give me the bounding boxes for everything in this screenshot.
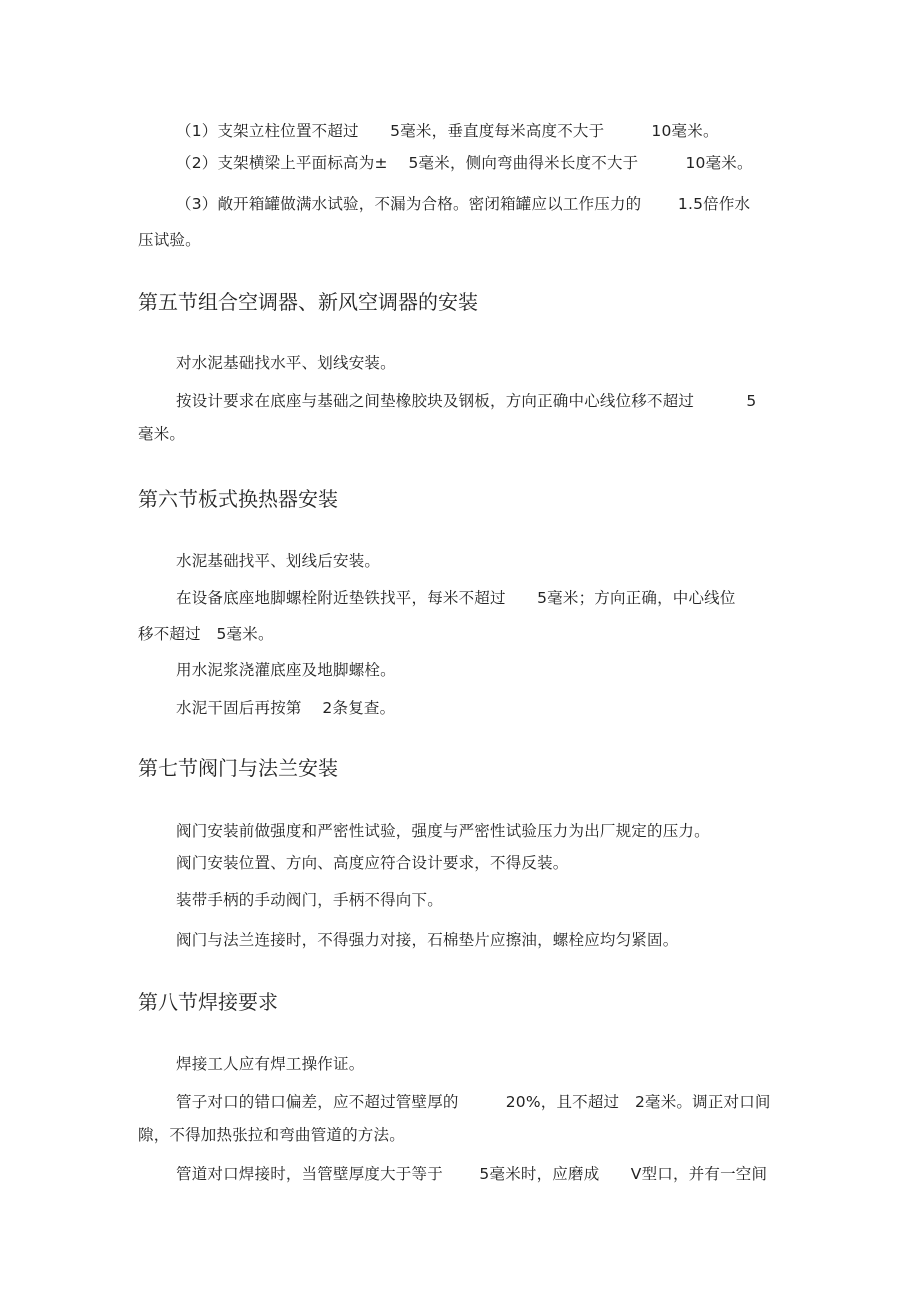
paragraph-line: 用水泥浆浇灌底座及地脚螺栓。 — [176, 661, 396, 679]
paragraph-line: 对水泥基础找水平、划线安装。 — [176, 354, 396, 372]
paragraph-line: （1）支架立柱位置不超过 5毫米，垂直度每米高度不大于 10毫米。 — [176, 122, 719, 140]
paragraph-line: 阀门安装位置、方向、高度应符合设计要求，不得反装。 — [176, 854, 569, 872]
paragraph-line: 在设备底座地脚螺栓附近垫铁找平，每米不超过 5毫米；方向正确，中心线位 — [176, 589, 736, 607]
paragraph-line: 隙，不得加热张拉和弯曲管道的方法。 — [138, 1126, 405, 1144]
paragraph-line: 焊接工人应有焊工操作证。 — [176, 1055, 365, 1073]
section-heading-6: 第六节板式换热器安装 — [138, 487, 338, 511]
paragraph-line: 压试验。 — [138, 231, 201, 249]
paragraph-line: 移不超过 5毫米。 — [138, 625, 274, 643]
paragraph-line: 管道对口焊接时，当管壁厚度大于等于 5毫米时，应磨成 V型口，并有一空间 — [176, 1165, 768, 1183]
paragraph-line: （3）敞开箱罐做满水试验，不漏为合格。密闭箱罐应以工作压力的 1.5倍作水 — [176, 195, 751, 213]
paragraph-line: 按设计要求在底座与基础之间垫橡胶块及钢板，方向正确中心线位移不超过 5 — [176, 392, 757, 410]
paragraph-line: 水泥干固后再按第 2条复查。 — [176, 699, 396, 717]
paragraph-line: 水泥基础找平、划线后安装。 — [176, 552, 381, 570]
paragraph-line: 阀门与法兰连接时，不得强力对接，石棉垫片应擦油，螺栓应均匀紧固。 — [176, 931, 679, 949]
section-heading-7: 第七节阀门与法兰安装 — [138, 756, 338, 780]
paragraph-line: 毫米。 — [138, 425, 186, 443]
paragraph-line: （2）支架横梁上平面标高为± 5毫米，侧向弯曲得米长度不大于 10毫米。 — [176, 154, 753, 172]
section-heading-5: 第五节组合空调器、新风空调器的安装 — [138, 290, 478, 314]
paragraph-line: 装带手柄的手动阀门，手柄不得向下。 — [176, 891, 443, 909]
paragraph-line: 阀门安装前做强度和严密性试验，强度与严密性试验压力为出厂规定的压力。 — [176, 822, 710, 840]
paragraph-line: 管子对口的错口偏差，应不超过管壁厚的 20%，且不超过 2毫米。调正对口间 — [176, 1093, 771, 1111]
section-heading-8: 第八节焊接要求 — [138, 990, 278, 1014]
